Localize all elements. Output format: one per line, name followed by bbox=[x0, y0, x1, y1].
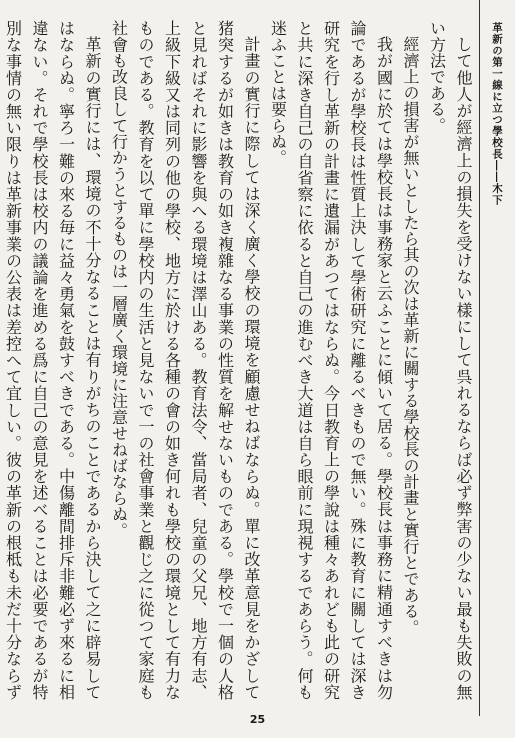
header-rule bbox=[479, 0, 480, 716]
paragraph: 計畫の實行に際しては深く廣く學校の環境を顧慮せねばならぬ。單に改革意見をかざして猪突するが如きは教育の如き複雜なる事業の性質を解せないものである。學校で一個の人格と見ればそれに影響を與へる環境は澤山ある。教育法令、當局者、兒童の父兄、地方有志、上級下級又は同列の他の學校、地方に於ける各種の會の如き何れも學校の環境として有力なものである。教育を以て單に學校内の生活と見ないで一の社會事業と觀じ之に從つて家庭も社會も改良して行かうとするものは一層廣く環境に注意せねばならぬ。 bbox=[109, 20, 261, 700]
paragraph: 經濟上の損害が無いとしたら其の次は革新に關する學校長の計畫と實行とである。 bbox=[401, 36, 420, 636]
paragraph: して他人が經濟上の損失を受けない樣にして呉れるならば必ず弊害の少ない最も失敗の無い方法である。 bbox=[427, 20, 473, 700]
page-header bbox=[476, 0, 505, 716]
page-number: 25 bbox=[249, 713, 266, 726]
article-body bbox=[3, 20, 476, 700]
paragraph: 我が國に於ては學校長は事務家と云ふことに傾いて居る。學校長は事務に精通すべきは勿論であるが學校長は性質上決して學術研究に離るべきもので無い。殊に教育に關しては深き研究を行し革新の計畫に遺漏があつてはならぬ。今日教育上の學說は種々あれども此の研究と共に深き自己の自省察に依ると自己の進むべき大道は自ら眼前に現視するであらう。何も迷ふことは要らぬ。 bbox=[268, 20, 394, 700]
running-head: 革新の第一線に立つ學校長――木下 bbox=[491, 22, 503, 206]
paragraph: 革新の實行には、環境の不十分なることは有りがちのことであるから決して之に辟易してはならぬ。寧ろ一難の來る毎に益々勇氣を鼓すべきである。中傷離間排斥非難必ず來るに相違ない。それで學校長は校内の議論を進める爲に自己の意見を述べることは必要であるが特別な事情の無い限りは革新事業の公表は差控へて宜しい。彼の革新の根柢も未だ十分ならず bbox=[3, 20, 102, 700]
